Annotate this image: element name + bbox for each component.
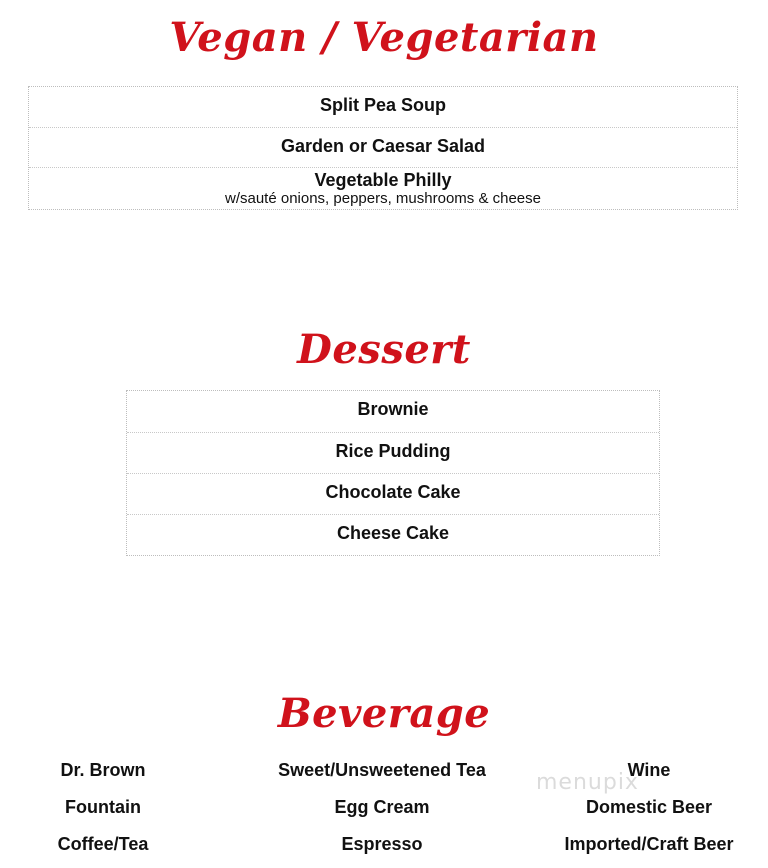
menu-item-name: Vegetable Philly (314, 170, 452, 190)
watermark-logo: menupix (536, 770, 639, 795)
dessert-section-title: Dessert (297, 326, 471, 373)
menu-item-name: Brownie (357, 399, 429, 419)
menu-item-description: w/sauté onions, peppers, mushrooms & cheese (224, 190, 541, 207)
beverage-item: Fountain (65, 797, 141, 817)
menu-item (29, 127, 737, 167)
menu-item (127, 473, 659, 514)
beverage-item: Coffee/Tea (57, 834, 149, 854)
menu-item (29, 167, 737, 209)
menu-item-name: Split Pea Soup (319, 95, 447, 115)
beverage-item: Imported/Craft Beer (564, 834, 734, 854)
menu-item (127, 432, 659, 473)
menu-item (127, 391, 659, 432)
beverage-item: Sweet/Unsweetened Tea (278, 760, 486, 780)
menu-item-name: Garden or Caesar Salad (280, 136, 486, 156)
vegan-menu-table (28, 86, 738, 210)
beverage-item: Espresso (341, 834, 423, 854)
menu-item-name: Cheese Cake (336, 523, 450, 543)
beverage-section-title: Beverage (277, 690, 491, 737)
beverage-item: Egg Cream (334, 797, 430, 817)
menu-item-name: Rice Pudding (335, 441, 451, 461)
dessert-menu-table (126, 390, 660, 556)
menu-item-name: Chocolate Cake (325, 482, 461, 502)
beverage-item: Domestic Beer (585, 797, 713, 817)
beverage-item: Dr. Brown (60, 760, 146, 780)
menu-item (127, 514, 659, 555)
vegan-section-title: Vegan / Vegetarian (169, 14, 599, 61)
menu-item (29, 87, 737, 127)
beverage-item: Wine (627, 760, 671, 780)
